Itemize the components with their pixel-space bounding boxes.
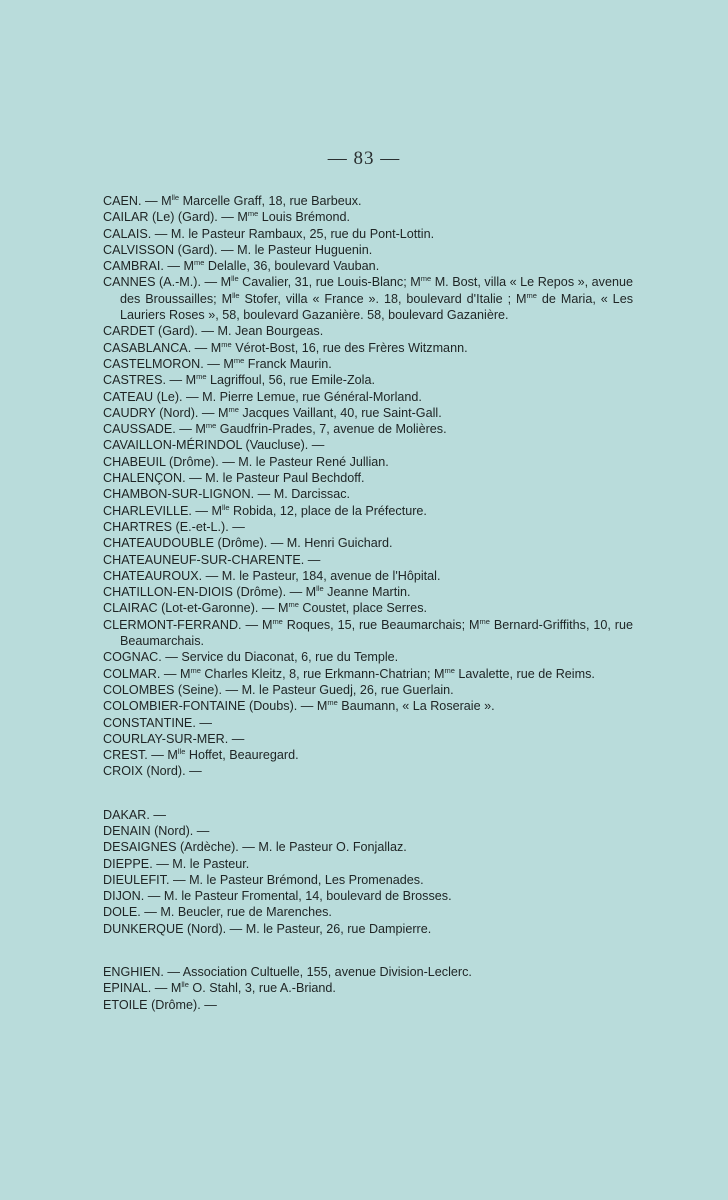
directory-entry: CAVAILLON-MÉRINDOL (Vaucluse). — — [103, 438, 325, 453]
directory-entry: CONSTANTINE. — — [103, 715, 212, 730]
directory-entry: CLAIRAC (Lot-et-Garonne). — $M^{me}$ Coustet, place Serres. — [103, 600, 427, 616]
directory-entry: CASTRES. — $M^{me}$ Lagriffoul, 56, rue Emile-Zola. — [103, 372, 375, 388]
directory-entry: CREST. — $M^{lle}$ Hoffet, Beauregard. — [103, 747, 299, 763]
directory-entry: DAKAR. — — [103, 807, 166, 822]
directory-list — [103, 193, 633, 1013]
section-gap — [103, 937, 633, 964]
directory-entry: CHAMBON-SUR-LIGNON. — M. Darcissac. — [103, 487, 350, 502]
directory-entry: CALVISSON (Gard). — M. le Pasteur Huguenin. — [103, 242, 373, 257]
directory-entry: CHATEAUDOUBLE (Drôme). — M. Henri Guichard. — [103, 536, 393, 551]
directory-entry: DOLE. — M. Beucler, rue de Marenches. — [103, 905, 332, 920]
directory-entry: CATEAU (Le). — M. Pierre Lemue, rue Général-Morland. — [103, 389, 422, 404]
directory-entry: CHARLEVILLE. — $M^{lle}$ Robida, 12, place de la Préfecture. — [103, 502, 427, 518]
directory-entry: DIEULEFIT. — M. le Pasteur Brémond, Les Promenades. — [103, 872, 424, 887]
directory-entry: CROIX (Nord). — — [103, 764, 202, 779]
directory-entry: DUNKERQUE (Nord). — M. le Pasteur, 26, rue Dampierre. — [103, 921, 432, 936]
page-number: — 83 — — [327, 148, 401, 169]
directory-entry: EPINAL. — $M^{lle}$ O. Stahl, 3, rue A.-Briand. — [103, 980, 336, 996]
directory-entry: CLERMONT-FERRAND. — $M^{me}$ Roques, 15, rue Beaumarchais; $M^{me}$ Bernard-Griffiths, 10, rue Beaumarchais. — [103, 616, 633, 649]
directory-entry: DESAIGNES (Ardèche). — M. le Pasteur O. Fonjallaz. — [103, 840, 407, 855]
directory-entry: CASABLANCA. — $M^{me}$ Vérot-Bost, 16, rue des Frères Witzmann. — [103, 339, 468, 355]
section-gap — [103, 780, 633, 807]
directory-entry: COURLAY-SUR-MER. — — [103, 731, 245, 746]
directory-entry: ENGHIEN. — Association Cultuelle, 155, avenue Division-Leclerc. — [103, 965, 472, 980]
directory-entry: CHALENÇON. — M. le Pasteur Paul Bechdoff. — [103, 471, 365, 486]
directory-entry: CANNES (A.-M.). — $M^{lle}$ Cavalier, 31, rue Louis-Blanc; $M^{me}$ M. Bost, villa « Le Repos », avenue des Broussailles; $M^{lle}$ Stofer, villa « France ». 18, boulevard d'Italie ; $M^{me}$ de Maria, « Les Lauriers Roses », 58, boulevard Gazanière. 58, boulevard Gazanière. — [103, 274, 633, 323]
directory-entry: CAUSSADE. — $M^{me}$ Gaudfrin-Prades, 7, avenue de Molières. — [103, 421, 447, 437]
directory-entry: DIEPPE. — M. le Pasteur. — [103, 856, 250, 871]
directory-entry: CAMBRAI. — $M^{me}$ Delalle, 36, boulevard Vauban. — [103, 258, 380, 274]
directory-entry: CARDET (Gard). — M. Jean Bourgeas. — [103, 324, 324, 339]
directory-entry: COLOMBIER-FONTAINE (Doubs). — $M^{me}$ Baumann, « La Roseraie ». — [103, 698, 495, 714]
directory-entry: CHARTRES (E.-et-L.). — — [103, 519, 245, 534]
directory-entry: COLMAR. — $M^{me}$ Charles Kleitz, 8, rue Erkmann-Chatrian; $M^{me}$ Lavalette, rue de Reims. — [103, 665, 595, 681]
directory-entry: CALAIS. — M. le Pasteur Rambaux, 25, rue du Pont-Lottin. — [103, 226, 435, 241]
directory-entry: CHATEAUNEUF-SUR-CHARENTE. — — [103, 552, 321, 567]
directory-entry: ETOILE (Drôme). — — [103, 997, 217, 1012]
directory-entry: CHATEAUROUX. — M. le Pasteur, 184, avenue de l'Hôpital. — [103, 568, 441, 583]
directory-entry: COLOMBES (Seine). — M. le Pasteur Guedj, 26, rue Guerlain. — [103, 682, 454, 697]
directory-entry: DENAIN (Nord). — — [103, 823, 210, 838]
directory-entry: CASTELMORON. — $M^{me}$ Franck Maurin. — [103, 355, 332, 371]
directory-entry: CHATILLON-EN-DIOIS (Drôme). — $M^{lle}$ Jeanne Martin. — [103, 584, 411, 600]
directory-entry: COGNAC. — Service du Diaconat, 6, rue du Temple. — [103, 650, 399, 665]
directory-entry: DIJON. — M. le Pasteur Fromental, 14, boulevard de Brosses. — [103, 889, 452, 904]
directory-entry: CAILAR (Le) (Gard). — $M^{me}$ Louis Brémond. — [103, 209, 350, 225]
directory-entry: CAUDRY (Nord). — $M^{me}$ Jacques Vaillant, 40, rue Saint-Gall. — [103, 404, 442, 420]
directory-entry: CAEN. — $M^{lle}$ Marcelle Graff, 18, rue Barbeux. — [103, 193, 362, 208]
directory-entry: CHABEUIL (Drôme). — M. le Pasteur René Jullian. — [103, 454, 389, 469]
